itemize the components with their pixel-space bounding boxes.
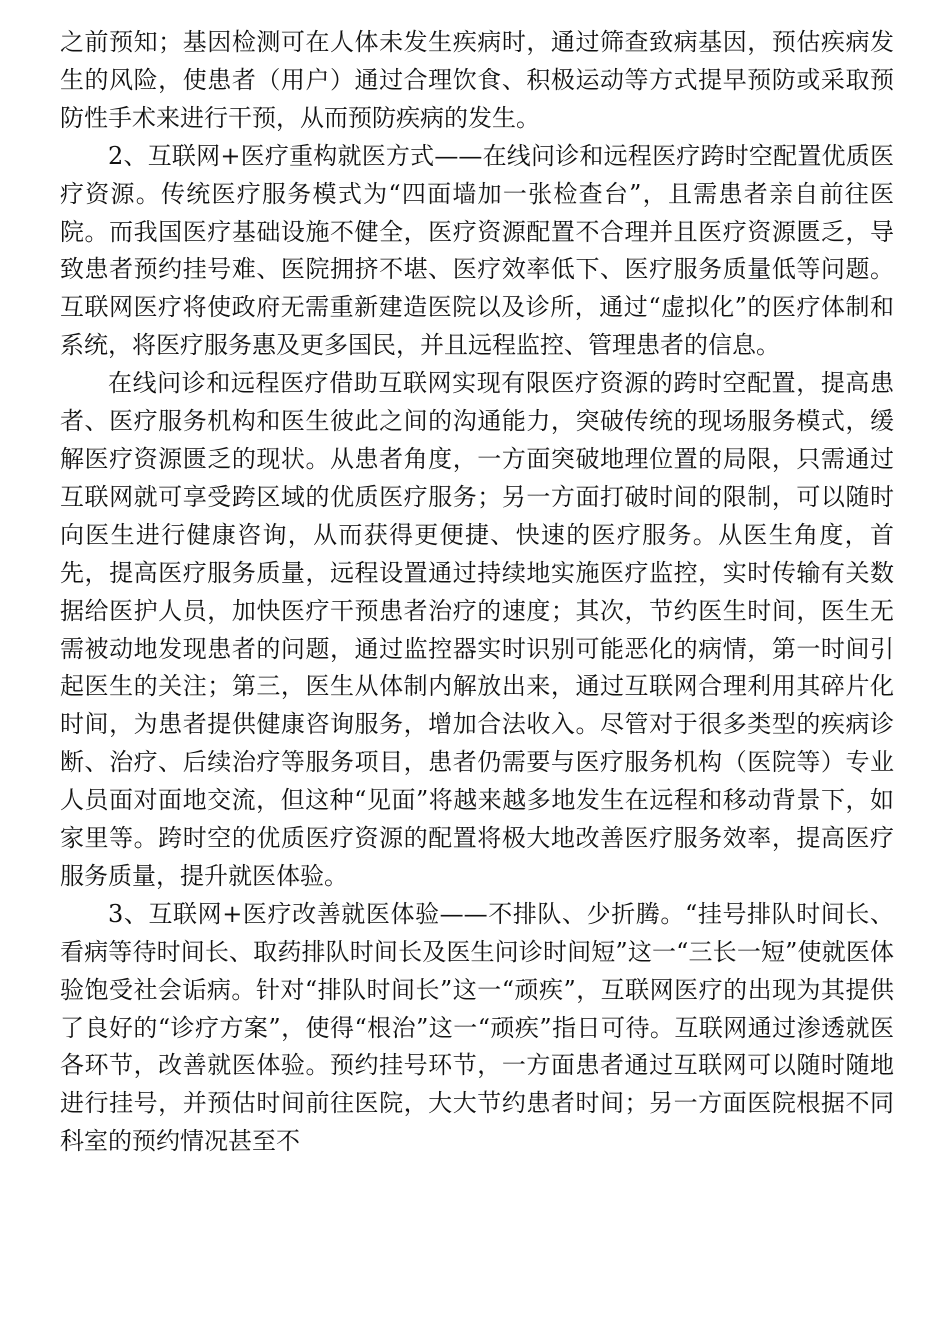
paragraph-section-3: 3、互联网+医疗改善就医体验——不排队、少折腾。“挂号排队时间长、看病等待时间长、取药排队时间长及医生问诊时间短”这一“三长一短”使就医体验饱受社会诟病。针对“排队时间长”这一“顽疾”，互联网医疗的出现为其提供了良好的“诊疗方案”，使得“根治”这一“顽疾”指日可待。互联网通过渗透就医各环节，改善就医体验。预约挂号环节，一方面患者通过互联网可以随时随地进行挂号，并预估时间前往医院，大大节约患者时间；另一方面医院根据不同科室的预约情况甚至不 bbox=[60, 899, 894, 1156]
paragraph-online-consultation: 在线问诊和远程医疗借助互联网实现有限医疗资源的跨时空配置，提高患者、医疗服务机构和医生彼此之间的沟通能力，突破传统的现场服务模式，缓解医疗资源匮乏的现状。从患者角度，一方面突破地理位置的局限，只需通过互联网就可享受跨区域的优质医疗服务；另一方面打破时间的限制，可以随时向医生进行健康咨询，从而获得更便捷、快速的医疗服务。从医生角度，首先，提高医疗服务质量，远程设置通过持续地实施医疗监控，实时传输有关数据给医护人员，加快医疗干预患者治疗的速度；其次，节约医生时间，医生无需被动地发现患者的问题，通过监控器实时识别可能恶化的病情，第一时间引起医生的关注；第三，医生从体制内解放出来，通过互联网合理利用其碎片化时间，为患者提供健康咨询服务，增加合法收入。尽管对于很多类型的疾病诊断、治疗、后续治疗等服务项目，患者仍需要与医疗服务机构（医院等）专业人员面对面地交流，但这种“见面”将越来越多地发生在远程和移动背景下，如家里等。跨时空的优质医疗资源的配置将极大地改善医疗服务效率，提高医疗服务质量，提升就医体验。 bbox=[60, 369, 894, 890]
paragraph-section-2: 2、互联网+医疗重构就医方式——在线问诊和远程医疗跨时空配置优质医疗资源。传统医疗服务模式为“四面墙加一张检查台”，且需患者亲自前往医院。而我国医疗基础设施不健全，医疗资源配置不合理并且医疗资源匮乏，导致患者预约挂号难、医院拥挤不堪、医疗效率低下、医疗服务质量低等问题。互联网医疗将使政府无需重新建造医院以及诊所，通过“虚拟化”的医疗体制和系统，将医疗服务惠及更多国民，并且远程监控、管理患者的信息。 bbox=[60, 141, 894, 360]
paragraph-continuation: 之前预知；基因检测可在人体未发生疾病时，通过筛查致病基因，预估疾病发生的风险，使患者（用户）通过合理饮食、积极运动等方式提早预防或采取预防性手术来进行干预，从而预防疾病的发生。 bbox=[60, 28, 894, 132]
